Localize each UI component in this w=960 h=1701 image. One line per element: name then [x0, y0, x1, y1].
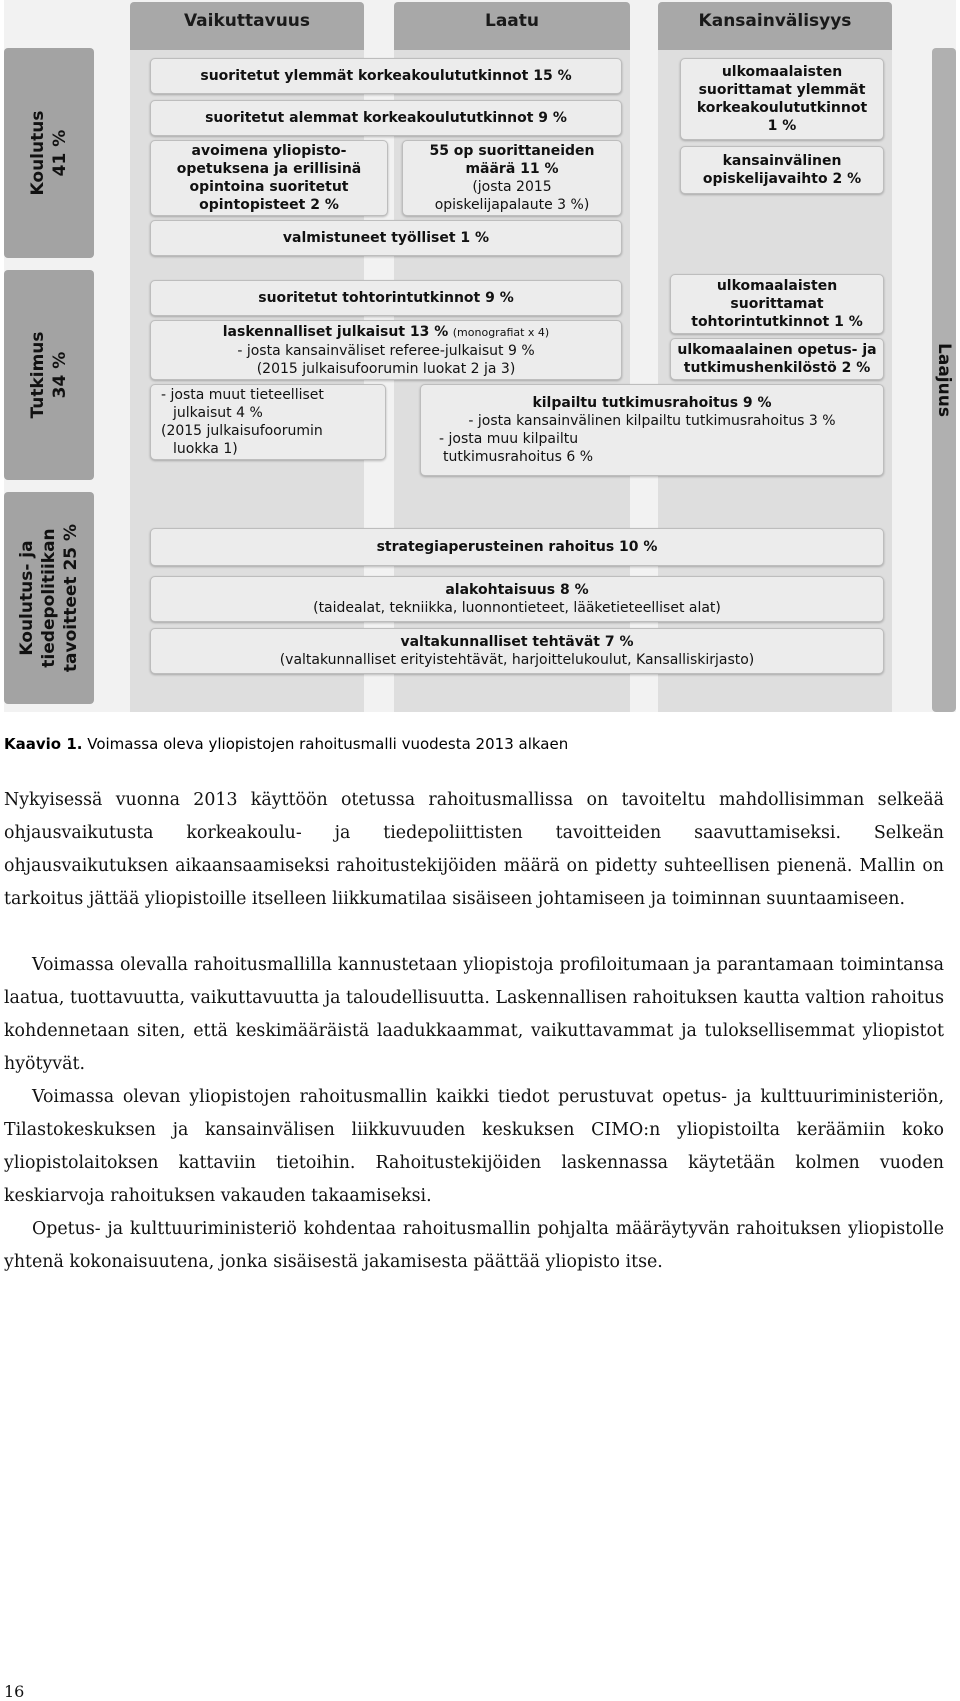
- box-avoin-opetus: avoimena yliopisto- opetuksena ja erillisinä opintoina suoritetut opintopisteet 2 %: [150, 140, 388, 216]
- box-valtakunnalliset: valtakunnalliset tehtävät 7 % (valtakunnalliset erityistehtävät, harjoittelukoulut, Kansalliskirjasto): [150, 628, 884, 674]
- paragraph-4: Opetus- ja kulttuuriministeriö kohdentaa rahoitusmallin pohjalta määräytyvän rahoituksen yliopistolle yhtenä kokonaisuutena, jonka sisäisestä jakamisesta päättää yliopisto itse.: [4, 1219, 944, 1272]
- band-politiikka: [4, 492, 94, 704]
- paragraph-3: Voimassa olevan yliopistojen rahoitusmallin kaikki tiedot perustuvat opetus- ja kulttuuriministeriön, Tilastokeskuksen ja kansainvälisen liikkuvuuden keskuksen CIMO:n yliopistoilta keräämiin koko yliopistolaitoksen kattaviin tietoihin. Rahoitustekijöiden laskennassa käytetään kolmen vuoden keskiarvoja rahoituksen vakauden takaamiseksi.: [4, 1087, 944, 1206]
- band-koulutus: [4, 48, 94, 258]
- box-alemmat-tutkinnot: suoritetut alemmat korkeakoulututkinnot 9 %: [150, 100, 622, 136]
- box-muut-julkaisut: - josta muut tieteelliset julkaisut 4 % (2015 julkaisufoorumin luokka 1): [150, 384, 386, 460]
- box-strategiarahoitus: strategiaperusteinen rahoitus 10 %: [150, 528, 884, 566]
- paragraph-2: Voimassa olevalla rahoitusmallilla kannustetaan yliopistoja profiloitumaan ja parantamaan toimintansa laatua, tuottavuutta, vaikuttavuutta ja taloudellisuutta. Laskennallisen rahoituksen kautta valtion rahoitus kohdennetaan siten, että keskimääräistä laadukkaammat, vaikuttavammat ja tuloksellisemmat yliopistot hyötyvät.: [4, 955, 944, 1074]
- box-opiskelijavaihto: kansainvälinen opiskelijavaihto 2 %: [680, 146, 884, 194]
- box-tohtorintutkinnot: suoritetut tohtorintutkinnot 9 %: [150, 280, 622, 316]
- band-koulutus-label: Koulutus 41 %: [28, 110, 70, 196]
- band-tutkimus-label: Tutkimus 34 %: [28, 331, 70, 419]
- figure-caption-text: Voimassa oleva yliopistojen rahoitusmalli vuodesta 2013 alkaen: [87, 735, 569, 753]
- column-header-vaikuttavuus: Vaikuttavuus: [130, 2, 364, 50]
- box-laskennalliset-julkaisut: laskennalliset julkaisut 13 % (monografiat x 4) - josta kansainväliset referee-julkaisut 9 % (2015 julkaisufoorumin luokat 2 ja 3): [150, 320, 622, 380]
- box-tyolliset: valmistuneet työlliset 1 %: [150, 220, 622, 256]
- figure-caption: [4, 735, 568, 753]
- box-55-op: 55 op suorittaneiden määrä 11 % (josta 2015 opiskelijapalaute 3 %): [402, 140, 622, 216]
- box-ulkomaalaiset-tohtorit: ulkomaalaisten suorittamat tohtorintutkinnot 1 %: [670, 274, 884, 334]
- paragraph-1: Nykyisessä vuonna 2013 käyttöön otetussa rahoitusmallissa on tavoiteltu mahdollisimman selkeää ohjausvaikutusta korkeakoulu- ja tiedepoliittisten tavoitteiden saavuttamiseksi. Selkeän ohjausvaikutuksen aikaansaamiseksi rahoitustekijöiden määrä on pidetty suhteellisen pienenä. Mallin on tarkoitus jättää yliopistoille itselleen liikkumatilaa sisäiseen johtamiseen ja toiminnan suuntaamiseen.: [4, 790, 944, 909]
- box-alakohtaisuus: alakohtaisuus 8 % (taidealat, tekniikka, luonnontieteet, lääketieteelliset alat): [150, 576, 884, 622]
- page-number: 16: [4, 1682, 25, 1701]
- band-politiikka-label: Koulutus- ja tiedepolitiikan tavoitteet 25 %: [17, 523, 81, 673]
- column-header-kansainvalisyys: Kansainvälisyys: [658, 2, 892, 50]
- side-laajuus: [932, 48, 956, 712]
- box-tutkimushenkilosto: ulkomaalainen opetus- ja tutkimushenkilöstö 2 %: [670, 338, 884, 380]
- column-header-laatu: Laatu: [394, 2, 630, 50]
- side-laajuus-label: Laajuus: [934, 343, 954, 417]
- figure-caption-label: Kaavio 1.: [4, 735, 83, 753]
- funding-model-diagram: [4, 0, 956, 712]
- band-tutkimus: [4, 270, 94, 480]
- box-ulkomaalaiset-ylemmat: ulkomaalaisten suorittamat ylemmät korkeakoulututkinnot 1 %: [680, 58, 884, 140]
- box-ylemmat-tutkinnot: suoritetut ylemmät korkeakoulututkinnot 15 %: [150, 58, 622, 94]
- box-kilpailtu-rahoitus: kilpailtu tutkimusrahoitus 9 % - josta kansainvälinen kilpailtu tutkimusrahoitus 3 % - josta muu kilpailtu tutkimusrahoitus 6 %: [420, 384, 884, 476]
